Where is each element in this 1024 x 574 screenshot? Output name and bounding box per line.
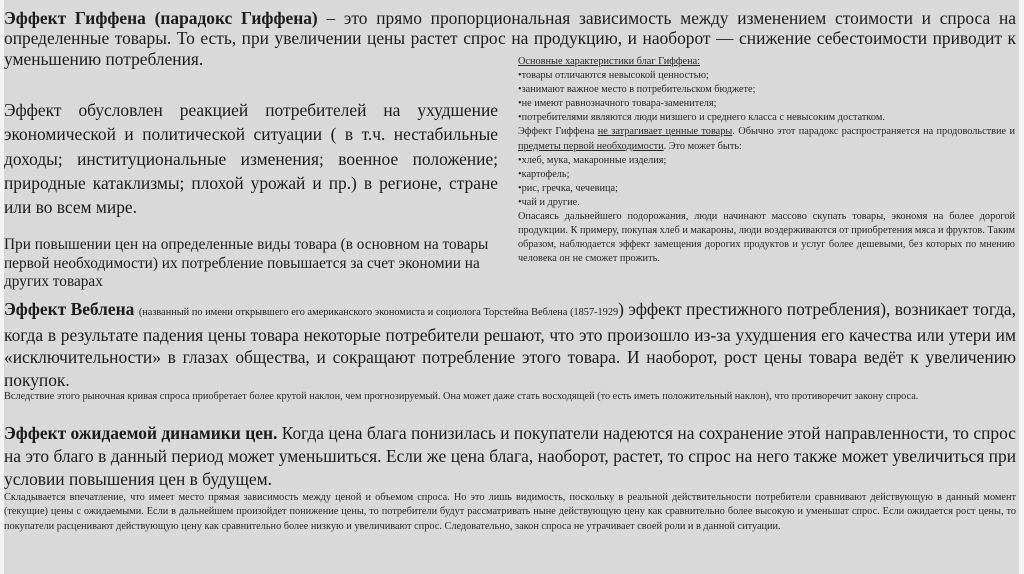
veblen-text: ) эффект престижного потребления), возникает тогда, когда в результате падения цены товара некоторые потребители решают, что это произошло из-за ухудшения его качества или утери им «исключительности» в глазах общества, и сокращают потребление этого товара. И наоборот, рост цены товара ведёт к увеличению покупок. [4, 299, 1016, 390]
giffen-price-rise: При повышении цен на определенные виды товара (в основном на товары первой необходимости) их потребление повышается за счет экономии на других товарах [4, 236, 489, 291]
veblen-note: Вследствие этого рыночная кривая спроса приобретает более крутой наклон, чем прогнозируемый. Она может даже стать восходящей (то есть иметь положительный наклон), что противоречит закону спроса. [4, 391, 919, 402]
characteristic-item: •потребителями являются люди низшего и среднего класса с невысоким достатком. [518, 112, 885, 124]
giffen-characteristics [518, 55, 1015, 266]
giffen-definition-text: – это прямо пропорциональная зависимость между изменением стоимости и спроса на определенные товары. То есть, при увеличении цены растет спрос на продукцию, и наоборот — снижение себестоимости приводит к уменьшению потребления. [4, 8, 1016, 69]
note-link-necessities: предметы первой необходимости [518, 140, 664, 152]
characteristics-heading: Основные характеристики благ Гиффена: [518, 56, 701, 67]
example-item: •картофель; [518, 168, 570, 180]
veblen-effect [4, 298, 1016, 391]
giffen-term: Эффект Гиффена (парадокс Гиффена) [4, 8, 318, 28]
expected-dynamics-text: Когда цена блага понизилась и покупатели надеются на сохранение этой направленности, то спрос на это благо в данный период может уменьшиться. Если же цена блага, наоборот, растет, то спрос на него также может увеличиться при условии повышения цен в будущем. [4, 423, 1016, 490]
expected-dynamics-term: Эффект ожидаемой динамики цен. [4, 423, 278, 443]
example-item: •чай и другие. [518, 196, 580, 208]
veblen-paren: (названный по имени открывшего его американского экономиста и социолога Торстейна Веблена (1857-1929 [138, 307, 619, 318]
giffen-cause: Эффект обусловлен реакцией потребителей на ухудшение экономической и политической ситуации ( в т.ч. нестабильные доходы; институциональные изменения; военное положение; природные катаклизмы; плохой урожай и пр.) в регионе, стране или во всем мире. [4, 100, 498, 218]
characteristic-item: •товары отличаются невысокой ценностью; [518, 70, 709, 82]
note-link-valuable-goods: не затрагивает ценные товары [597, 126, 733, 138]
characteristics-conclusion: Опасаясь дальнейшего подорожания, люди начинают массово скупать товары, экономя на более дорогой продукции. К примеру, покупая хлеб и макароны, люди воздерживаются от приобретения мяса и фруктов. Таким образом, наблюдается эффект замещения дорогих продуктов и услуг более дешевыми, без которых по мнению человека он не сможет прожить. [518, 211, 1015, 265]
expected-dynamics-note: Складывается впечатление, что имеет место прямая зависимость между ценой и объемом спроса. Но это лишь видимость, поскольку в реальной действительности потребители сравнивают действующую в данный момент (текущие) цены с ожидаемыми. Если в дальнейшем произойдет понижение цены, то потребители будут рассматривать ныне действующую цену как сравнительно более высокую и уменьшат спрос. Если ожидается рост цены, то покупатели расценивают действующую цену как сравнительно более низкую и увеличивают спрос. Следовательно, закон спроса не утрачивает своей роли и в данной ситуации. [4, 492, 1016, 532]
slide-right-edge [1019, 0, 1024, 574]
example-item: •хлеб, мука, макаронные изделия; [518, 154, 667, 166]
characteristics-note: Эффект Гиффена не затрагивает ценные товары. Обычно этот парадокс распространяется на продовольствие и предметы первой необходимости. Это может быть: [518, 126, 1015, 152]
expected-dynamics-effect [4, 422, 1016, 492]
veblen-term: Эффект Веблена [4, 299, 135, 319]
characteristic-item: •занимают важное место в потребительском бюджете; [518, 84, 756, 96]
example-item: •рис, гречка, чечевица; [518, 182, 618, 194]
characteristic-item: •не имеют равнозначного товара-заменителя; [518, 98, 717, 110]
